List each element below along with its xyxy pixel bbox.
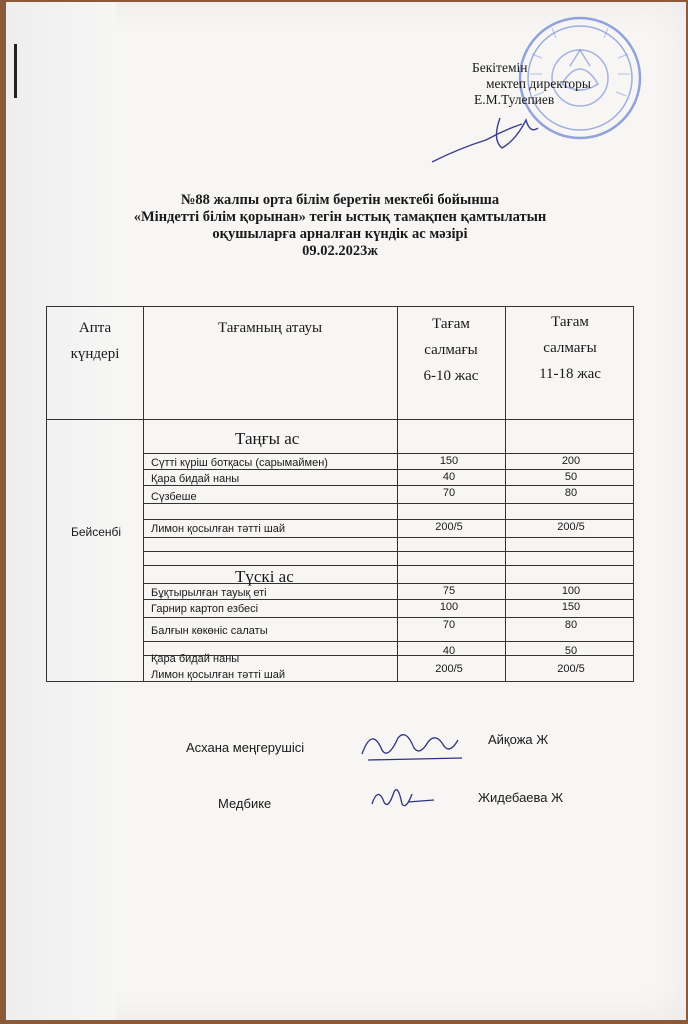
- title-line-3: оқушыларға арналған күндік ас мәзірі: [212, 226, 468, 242]
- lunch-item-1-w2: 100: [561, 585, 581, 597]
- breakfast-item-2-w2: 50: [564, 471, 578, 483]
- lunch-item-3-name: Балғын көкөніс салаты: [151, 625, 268, 637]
- breakfast-item-1-w1: 150: [439, 455, 459, 467]
- row-divider: [143, 551, 633, 552]
- row-divider: [143, 469, 633, 470]
- breakfast-item-2-w1: 40: [442, 471, 456, 483]
- lunch-item-4-w2: 50: [564, 645, 578, 657]
- row-divider: [143, 599, 633, 600]
- canteen-manager-signature: [358, 720, 468, 770]
- row-divider: [143, 565, 633, 566]
- canteen-manager-name: Айқожа Ж: [488, 732, 549, 747]
- canteen-manager-role: Асхана меңгерушісі: [186, 740, 305, 755]
- row-divider: [143, 453, 633, 454]
- header-dish: Тағамның атауы: [217, 320, 323, 336]
- header-days: [47, 315, 143, 367]
- breakfast-label: Таңғы ас: [235, 429, 300, 448]
- lunch-item-3-w2: 80: [564, 619, 578, 631]
- breakfast-item-1-w2: 200: [561, 455, 581, 467]
- approval-line-1: Бекітемін: [472, 60, 528, 75]
- breakfast-item-4-name: Лимон қосылған тәтті шай: [151, 523, 286, 535]
- header-weight2-line-3: 11-18 жас: [539, 366, 601, 382]
- lunch-item-3-w1: 70: [442, 619, 456, 631]
- approval-line-2: мектеп директоры: [486, 76, 591, 91]
- breakfast-item-2-name: Қара бидай наны: [151, 473, 240, 485]
- lunch-item-4-w1: 40: [442, 645, 456, 657]
- breakfast-item-3-w1: 70: [442, 487, 456, 499]
- approval-line-3: Е.М.Тулепиев: [474, 92, 555, 107]
- header-weight2-line-1: Тағам: [551, 314, 589, 330]
- nurse-role: Медбике: [218, 796, 272, 811]
- lunch-item-1-w1: 75: [442, 585, 456, 597]
- title-date: 09.02.2023ж: [302, 243, 378, 259]
- row-divider: [143, 537, 633, 538]
- header-divider: [47, 419, 633, 420]
- lunch-item-5-w1: 200/5: [435, 663, 463, 675]
- header-weight-11-18: [505, 309, 635, 387]
- row-divider: [143, 485, 633, 486]
- nurse-name: Жидебаева Ж: [478, 790, 564, 805]
- breakfast-item-3-w2: 80: [564, 487, 578, 499]
- header-days-line-2: күндері: [70, 346, 120, 362]
- breakfast-item-4-w2: 200/5: [557, 521, 585, 533]
- lunch-item-5-w2: 200/5: [557, 663, 585, 675]
- breakfast-item-3-name: Сүзбеше: [151, 491, 197, 503]
- lunch-item-2-w1: 100: [439, 601, 459, 613]
- lunch-item-2-name: Гарнир картоп езбесі: [151, 603, 259, 615]
- row-divider: [143, 583, 633, 584]
- title-line-1: №88 жалпы орта білім беретін мектебі бойынша: [180, 192, 500, 208]
- column-divider: [143, 307, 144, 681]
- title-line-2: «Міндетті білім қорынан» тегін ыстық тамақпен қамтылатын: [133, 209, 547, 225]
- row-divider: [143, 641, 633, 642]
- breakfast-item-4-w1: 200/5: [435, 521, 463, 533]
- lunch-item-2-w2: 150: [561, 601, 581, 613]
- director-signature: [430, 100, 540, 170]
- nurse-signature: [368, 780, 438, 816]
- row-divider: [143, 503, 633, 504]
- header-weight2-line-2: салмағы: [543, 340, 597, 356]
- lunch-item-5-name: Лимон қосылған тәтті шай: [151, 669, 286, 681]
- header-weight1-line-3: 6-10 жас: [423, 368, 479, 384]
- lunch-item-4-name: Қара бидай наны: [151, 653, 240, 665]
- breakfast-item-1-name: Сүтті күріш ботқасы (сарымаймен): [151, 457, 328, 469]
- lunch-label: Түскі ас: [235, 567, 294, 586]
- document-title: [60, 192, 620, 260]
- header-weight-6-10: [397, 311, 505, 389]
- header-weight1-line-1: Тағам: [432, 316, 470, 332]
- header-weight1-line-2: салмағы: [424, 342, 478, 358]
- header-days-line-1: Апта: [78, 320, 112, 336]
- binder-mark: [14, 44, 17, 98]
- row-divider: [143, 519, 633, 520]
- row-divider: [143, 617, 633, 618]
- weekday-cell: Бейсенбі: [70, 525, 122, 539]
- menu-table: [46, 306, 634, 682]
- lunch-item-1-name: Бұқтырылған тауық еті: [151, 587, 267, 599]
